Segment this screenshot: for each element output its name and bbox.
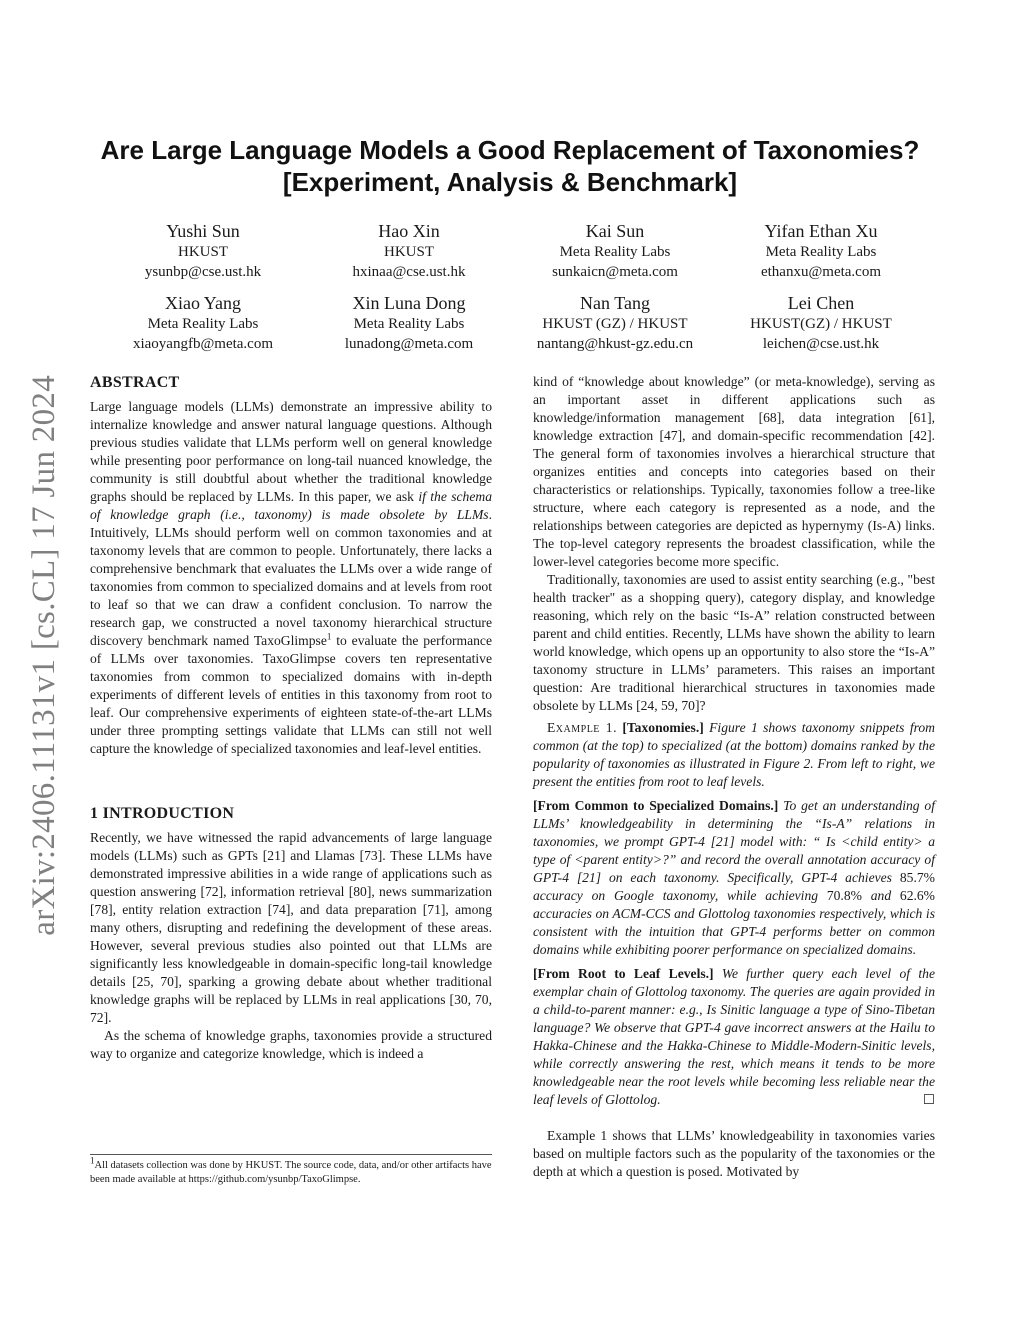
example-label: Example 1.	[547, 720, 617, 735]
sub1-num-3: 62.6%	[899, 888, 936, 903]
sub2-title: [From Root to Leaf Levels.]	[533, 966, 714, 981]
right-column	[533, 373, 935, 1181]
title-line-2: [Experiment, Analysis & Benchmark]	[282, 167, 738, 197]
author-name: Yushi Sun	[166, 221, 240, 241]
author-name: Lei Chen	[787, 293, 855, 313]
sub1-end: accuracies on ACM-CCS and Glottolog taxonomies respectively, which is consistent with the intuition that GPT-4 performs better on common domains while exhibiting poorer performance on specialized domains.	[533, 906, 935, 957]
sub1-text: To get an understanding of LLMs’ knowledgeability in determining the “Is-A” relations in taxonomies, we prompt GPT-4 [21] model with: “ Is <child entity> a type of <parent entity>?” and record the overall annotation accuracy of GPT-4 [21] on each taxonomy. Specifically, GPT-4 achieves	[533, 798, 935, 885]
footnote-mark[interactable]: 1	[326, 631, 332, 642]
author-name: Xiao Yang	[164, 293, 241, 313]
abstract-heading: ABSTRACT	[90, 374, 180, 391]
example-1	[533, 719, 935, 791]
author-affiliation: HKUST	[383, 244, 434, 260]
author-email: ysunbp@cse.ust.hk	[144, 264, 262, 280]
author-affiliation: Meta Reality Labs	[559, 244, 671, 260]
footnote-number: 1	[90, 1155, 95, 1166]
author-name: Xin Luna Dong	[352, 293, 466, 313]
sub1-num-1: 85.7%	[899, 870, 935, 885]
author-email: lunadong@meta.com	[344, 336, 474, 352]
author-email: leichen@cse.ust.hk	[762, 336, 880, 352]
author-card	[718, 220, 924, 282]
example-title: [Taxonomies.]	[622, 720, 704, 735]
abstract-italic-question: if the schema of knowledge graph (i.e., taxonomy) is made obsolete by LLMs	[90, 489, 492, 522]
right-paragraph-final: Example 1 shows that LLMs’ knowledgeability in taxonomies varies based on multiple factors such as the popularity of the taxonomies or the depth at which a question is posed. Motivated by	[533, 1128, 935, 1179]
arxiv-stamp-text: arXiv:2406.11131v1 [cs.CL] 17 Jun 2024	[25, 374, 62, 936]
sub1-mid-1: accuracy on Google taxonomy, while achieving	[533, 888, 827, 903]
abstract-text-3: to evaluate the performance of LLMs over taxonomies. TaxoGlimpse covers ten representative taxonomies from common to specialized domains with in-depth experiments of different levels of entities in this taxonomy from root to leaf. Our comprehensive experiments of eighteen state-of-the-art LLMs under three prompting settings validate that LLMs can still not well capture the knowledge of specialized taxonomies and leaf-level entities.	[90, 633, 492, 756]
sub2-text: We further query each level of the exemplar chain of Glottolog taxonomy. The queries are again provided in a child-to-parent manner: e.g., Is Sinitic language a type of Sino-Tibetan language? We observe that GPT-4 gave incorrect answers at the Hailu to Hakka-Chinese and the Hakka-Chinese to Middle-Modern-Sinitic levels, while correctly answering the rest, which means it tends to be more knowledgeable near the root levels while becoming less reliable near the leaf levels of Glottolog.	[533, 966, 935, 1107]
author-email: nantang@hkust-gz.edu.cn	[536, 336, 694, 352]
right-paragraph-1: kind of “knowledge about knowledge” (or meta-knowledge), serving as an important asset in different applications such as knowledge/information management [68], data integration [61], knowledge extraction [47], and domain-specific recommendation [42]. The general form of taxonomies involves a hierarchical structure that organizes entities and concepts into categories based on their characteristics or relationships. Typically, taxonomies follow a tree-like structure, where each category is represented as a node, and the relationships between categories are depicted as hypernymy (Is-A) links. The top-level category represents the broadest classification, while the lower-level categories become more specific.	[533, 374, 935, 569]
footnote-text: All datasets collection was done by HKUST. The source code, data, and/or other artifacts have been made available at https://github.com/ysunbp/TaxoGlimpse.	[90, 1160, 492, 1185]
abstract-text-2: . Intuitively, LLMs should perform well on common taxonomies and at taxonomy levels that are common to people. Unfortunately, there lacks a comprehensive benchmark that evaluates the LLMs over a wide range of taxonomies from common to specialized domains and at levels from root to leaf so that we can draw a confident conclusion. To narrow the research gap, we constructed a novel taxonomy hierarchical structure discovery benchmark named TaxoGlimpse	[90, 507, 492, 648]
sub1-title: [From Common to Specialized Domains.]	[533, 798, 779, 813]
intro-paragraph-2: As the schema of knowledge graphs, taxonomies provide a structured way to organize and categorize knowledge, which is indeed a	[90, 1028, 492, 1061]
author-card	[100, 292, 306, 354]
author-card	[718, 292, 924, 354]
right-paragraph-2: Traditionally, taxonomies are used to assist entity searching (e.g., "best health tracker" as a shopping query), category display, and knowledge reasoning, which rely on the basic “Is-A” relation constructed between parent and child entities. Recently, LLMs have shown the ability to learn world knowledge, which opens up an opportunity to also store the “Is-A” taxonomy structure in LLMs’ parameters. This raises an important question: Are traditional hierarchical structures in taxonomies made obsolete by LLMs [24, 59, 70]?	[533, 572, 935, 713]
author-email: ethanxu@meta.com	[760, 264, 882, 280]
author-name: Hao Xin	[378, 221, 440, 241]
author-card	[512, 220, 718, 282]
author-name: Yifan Ethan Xu	[764, 221, 878, 241]
author-email: sunkaicn@meta.com	[552, 264, 678, 280]
abstract-paragraph	[90, 398, 492, 758]
author-affiliation: Meta Reality Labs	[765, 244, 877, 260]
author-affiliation: HKUST	[177, 244, 228, 260]
footnote	[90, 1154, 492, 1187]
author-card	[512, 292, 718, 354]
paper-title	[70, 134, 950, 198]
example-sub-1	[533, 797, 935, 959]
abstract-text-1: Large language models (LLMs) demonstrate an impressive ability to internalize knowledge and answer natural language questions. Although previous studies validate that LLMs perform well on general knowledge while presenting poor performance on long-tail nuanced knowledge, the community is still doubtful about whether the traditional knowledge graphs should be replaced by LLMs. In this paper, we ask	[90, 399, 492, 504]
author-card	[306, 292, 512, 354]
intro-heading: 1 INTRODUCTION	[90, 805, 235, 822]
author-name: Nan Tang	[580, 293, 650, 313]
sub1-mid-2: and	[861, 888, 900, 903]
author-affiliation: Meta Reality Labs	[147, 316, 259, 332]
author-affiliation: HKUST (GZ) / HKUST	[542, 316, 688, 332]
title-line-1: Are Large Language Models a Good Replacement of Taxonomies?	[100, 135, 920, 165]
sub1-num-2: 70.8%	[826, 888, 862, 903]
left-column	[90, 373, 492, 1063]
author-affiliation: HKUST(GZ) / HKUST	[750, 316, 892, 332]
author-email: hxinaa@cse.ust.hk	[352, 264, 466, 280]
qed-square-icon: ☐	[922, 1092, 935, 1107]
author-block	[100, 220, 924, 354]
example-sub-2	[533, 965, 935, 1109]
author-card	[100, 220, 306, 282]
arxiv-stamp	[22, 365, 66, 945]
example-text: Figure 1 shows taxonomy snippets from common (at the top) to specialized (at the bottom) domains ranked by the popularity of taxonomies as illustrated in Figure 2. From left to right, we present the entities from root to leaf levels.	[533, 720, 935, 789]
author-affiliation: Meta Reality Labs	[353, 316, 465, 332]
author-email: xiaoyangfb@meta.com	[132, 336, 274, 352]
author-name: Kai Sun	[585, 221, 645, 241]
intro-paragraph-1: Recently, we have witnessed the rapid advancements of large language models (LLMs) such as GPTs [21] and Llamas [73]. These LLMs have demonstrated impressive abilities in a wide range of applications such as question answering [72], information retrieval [80], news summarization [78], entity relation extraction [74], and data preparation [71], among many others, disrupting and redefining the development of these areas. However, several previous studies also pointed out that LLMs are significantly less knowledgeable in domain-specific long-tail knowledge details [25, 70], sparking a growing debate about whether traditional knowledge graphs will be replaced by LLMs in real applications [30, 70, 72].	[90, 830, 492, 1025]
author-card	[306, 220, 512, 282]
